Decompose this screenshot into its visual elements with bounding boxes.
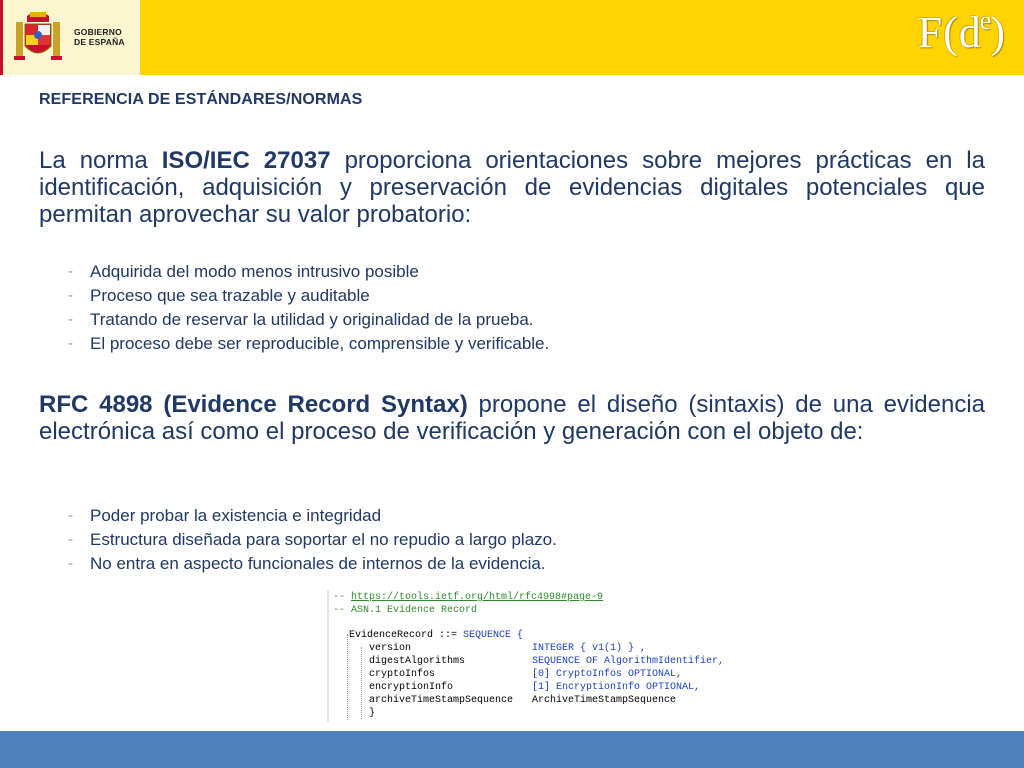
code-field-type: [0] CryptoInfos OPTIONAL, xyxy=(532,669,683,680)
dash-marker: - xyxy=(68,263,73,280)
list-item xyxy=(68,284,549,308)
iso-prefix: La norma xyxy=(39,147,162,174)
code-field-type: INTEGER { v1(1) } , xyxy=(532,643,647,654)
rfc-paragraph xyxy=(39,391,985,445)
code-comment-line: -- ASN.1 Evidence Record xyxy=(333,605,478,616)
code-field-name: version xyxy=(369,643,412,654)
gobierno-line-2: DE ESPAÑA xyxy=(74,37,125,47)
code-line-link xyxy=(333,592,603,605)
list-item-text: Tratando de reservar la utilidad y originalidad de la prueba. xyxy=(90,310,534,329)
list-item xyxy=(68,504,557,528)
asn1-code-snippet xyxy=(327,590,749,722)
fde-logo-main: F(d xyxy=(917,8,982,57)
rfc-description: propone el diseño (sintaxis) de una evidencia electrónica así como el proceso de verificación y generación con el objeto de: xyxy=(39,391,986,445)
list-item-text: Estructura diseñada para soportar el no repudio a largo plazo. xyxy=(90,530,557,549)
iso-description: proporciona orientaciones sobre mejores prácticas en la identificación, adquisición y preservación de evidencias digitales potenciales que permitan aprovechar su valor probatorio: xyxy=(39,147,985,228)
list-item-text: Proceso que sea trazable y auditable xyxy=(90,286,370,305)
list-item-text: Adquirida del modo menos intrusivo posible xyxy=(90,262,419,281)
iso-standard-name: ISO/IEC 27037 xyxy=(161,147,331,174)
dash-marker: - xyxy=(68,311,73,328)
dash-marker: - xyxy=(68,531,73,548)
gobierno-text xyxy=(74,27,125,47)
dash-marker: - xyxy=(68,555,73,572)
code-decl-line xyxy=(349,630,523,643)
code-decl-keyword: SEQUENCE { xyxy=(463,630,524,641)
header-band xyxy=(0,0,1024,75)
code-field-type: SEQUENCE OF AlgorithmIdentifier, xyxy=(532,656,725,667)
gobierno-logo-box xyxy=(0,0,140,75)
iso-paragraph xyxy=(39,147,985,228)
rfc-link[interactable]: https://tools.ietf.org/html/rfc4998#page-9 xyxy=(351,592,604,603)
dash-marker: - xyxy=(68,335,73,352)
list-item xyxy=(68,332,549,356)
code-field-name: encryptionInfo xyxy=(369,682,454,693)
coat-of-arms-icon xyxy=(10,10,66,66)
indent-guide xyxy=(361,647,363,719)
red-edge-stripe xyxy=(0,0,3,75)
list-item xyxy=(68,308,549,332)
fde-logo-sup: e xyxy=(979,6,993,35)
rfc-standard-name: RFC 4898 (Evidence Record Syntax) xyxy=(39,391,468,418)
footer-band xyxy=(0,731,1024,768)
code-field-name: digestAlgorithms xyxy=(369,656,466,667)
list-item-text: El proceso debe ser reproducible, comprensible y verificable. xyxy=(90,334,550,353)
rfc-bullet-list xyxy=(68,504,557,576)
dash-marker: - xyxy=(68,287,73,304)
code-field-type: ArchiveTimeStampSequence xyxy=(532,695,677,706)
code-field-name: cryptoInfos xyxy=(369,669,436,680)
list-item xyxy=(68,552,557,576)
list-item xyxy=(68,528,557,552)
fde-logo-close: ) xyxy=(990,8,1006,57)
section-title: REFERENCIA DE ESTÁNDARES/NORMAS xyxy=(39,91,363,108)
code-comment-marker: -- xyxy=(333,592,352,603)
list-item-text: No entra en aspecto funcionales de internos de la evidencia. xyxy=(90,554,546,573)
dash-marker: - xyxy=(68,507,73,524)
fde-logo xyxy=(918,6,1006,58)
iso-bullet-list xyxy=(68,260,549,356)
code-closing-brace: } xyxy=(369,708,376,719)
code-field-name: archiveTimeStampSequence xyxy=(369,695,514,706)
gobierno-line-1: GOBIERNO xyxy=(74,27,122,37)
code-decl-name: EvidenceRecord ::= xyxy=(349,630,464,641)
list-item-text: Poder probar la existencia e integridad xyxy=(90,506,382,525)
code-field-type: [1] EncryptionInfo OPTIONAL, xyxy=(532,682,701,693)
list-item xyxy=(68,260,549,284)
indent-guide xyxy=(347,634,349,720)
